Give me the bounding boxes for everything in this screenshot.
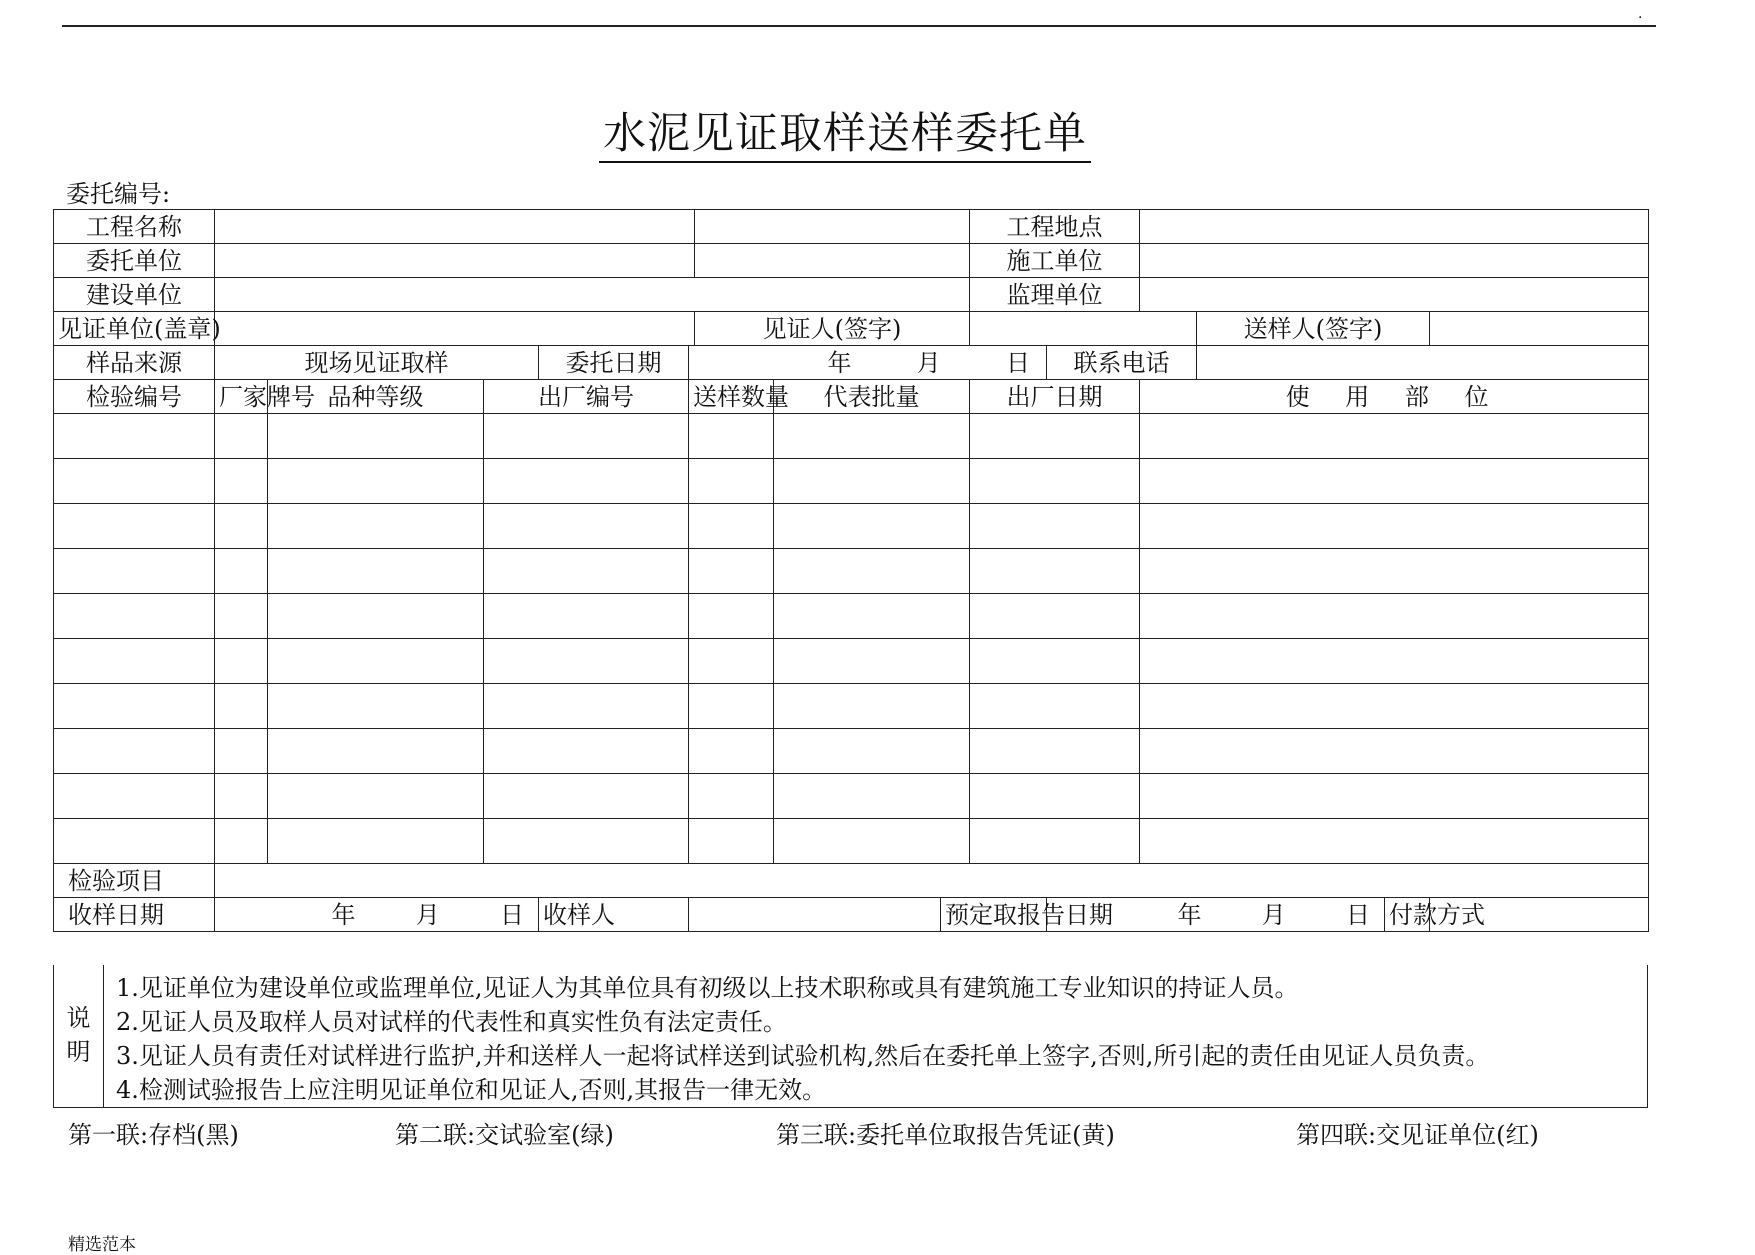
row-project-name <box>54 210 1649 244</box>
table-cell[interactable] <box>215 414 268 459</box>
field-commission-date[interactable] <box>689 346 1047 380</box>
table-cell[interactable] <box>484 549 689 594</box>
table-cell[interactable] <box>774 414 970 459</box>
table-cell[interactable] <box>54 504 215 549</box>
table-cell[interactable] <box>970 639 1140 684</box>
label-commission-date: 委托日期 <box>539 346 689 380</box>
note-line-2: 2.见证人员及取样人员对试样的代表性和真实性负有法定责任。 <box>116 1008 787 1036</box>
table-cell[interactable] <box>215 774 268 819</box>
sample-rows <box>54 414 1649 864</box>
notes-section <box>53 965 1648 1108</box>
table-cell[interactable] <box>1140 594 1649 639</box>
watermark-text: 精选范本 <box>68 1235 136 1255</box>
label-payment: 付款方式 <box>1385 898 1430 932</box>
col-header-brand: 厂家牌号 <box>215 380 268 414</box>
table-cell[interactable] <box>54 684 215 729</box>
page-title: 水泥见证取样送样委托单 <box>599 109 1091 163</box>
label-contact-phone: 联系电话 <box>1047 346 1197 380</box>
table-cell[interactable] <box>774 594 970 639</box>
table-cell[interactable] <box>1140 684 1649 729</box>
column-header-row <box>54 380 1649 414</box>
field-test-items[interactable] <box>215 864 1649 898</box>
table-cell[interactable] <box>484 729 689 774</box>
table-cell[interactable] <box>774 504 970 549</box>
label-project-name: 工程名称 <box>54 210 215 244</box>
table-cell[interactable] <box>268 774 484 819</box>
label-witness-unit: 见证单位(盖章) <box>54 312 215 346</box>
table-cell[interactable] <box>215 684 268 729</box>
header-rule <box>62 25 1656 27</box>
table-cell[interactable] <box>689 639 774 684</box>
table-cell[interactable] <box>1140 819 1649 864</box>
footer-copy-4: 第四联:交见证单位(红) <box>1296 1121 1539 1149</box>
value-sample-source: 现场见证取样 <box>215 346 539 380</box>
table-cell[interactable] <box>484 639 689 684</box>
table-row <box>54 594 1649 639</box>
table-row <box>54 819 1649 864</box>
table-cell[interactable] <box>54 414 215 459</box>
field-receiver[interactable] <box>689 898 941 932</box>
commission-number-label: 委托编号: <box>66 180 171 208</box>
row-client-unit <box>54 244 1649 278</box>
table-cell[interactable] <box>1140 504 1649 549</box>
table-cell[interactable] <box>1140 639 1649 684</box>
label-receive-date: 收样日期 <box>54 898 215 932</box>
receive-date-year: 年 <box>331 900 356 929</box>
table-cell[interactable] <box>215 594 268 639</box>
field-witness-unit[interactable] <box>215 312 695 346</box>
table-cell[interactable] <box>970 594 1140 639</box>
report-date-month: 月 <box>1261 900 1286 929</box>
table-cell[interactable] <box>1140 549 1649 594</box>
notes-side-label <box>54 965 104 1107</box>
table-cell[interactable] <box>484 774 689 819</box>
table-cell[interactable] <box>970 729 1140 774</box>
row-test-items <box>54 864 1649 898</box>
label-report-date: 预定取报告日期 <box>941 898 1047 932</box>
table-row <box>54 549 1649 594</box>
table-cell[interactable] <box>54 594 215 639</box>
table-cell[interactable] <box>774 684 970 729</box>
col-header-batch: 代表批量 <box>774 380 970 414</box>
label-receiver: 收样人 <box>539 898 689 932</box>
table-cell[interactable] <box>215 549 268 594</box>
table-cell[interactable] <box>689 504 774 549</box>
table-cell[interactable] <box>268 684 484 729</box>
field-client-unit[interactable] <box>215 244 695 278</box>
label-sender: 送样人(签字) <box>1197 312 1430 346</box>
table-cell[interactable] <box>1140 774 1649 819</box>
label-construction-unit: 施工单位 <box>970 244 1140 278</box>
label-client-unit: 委托单位 <box>54 244 215 278</box>
table-cell[interactable] <box>970 459 1140 504</box>
table-row <box>54 414 1649 459</box>
field-receive-date[interactable] <box>215 898 539 932</box>
table-cell[interactable] <box>54 639 215 684</box>
table-cell[interactable] <box>1140 729 1649 774</box>
commission-date-year: 年 <box>827 348 852 377</box>
table-cell[interactable] <box>689 414 774 459</box>
table-row <box>54 459 1649 504</box>
table-cell[interactable] <box>484 819 689 864</box>
table-cell[interactable] <box>215 729 268 774</box>
table-cell[interactable] <box>774 774 970 819</box>
table-cell[interactable] <box>268 459 484 504</box>
col-header-factory-date: 出厂日期 <box>970 380 1140 414</box>
table-cell[interactable] <box>970 684 1140 729</box>
table-row <box>54 639 1649 684</box>
table-cell[interactable] <box>689 549 774 594</box>
label-project-location: 工程地点 <box>970 210 1140 244</box>
table-row <box>54 504 1649 549</box>
field-sender[interactable] <box>1430 312 1649 346</box>
field-project-location[interactable] <box>1140 210 1649 244</box>
page-title-wrap <box>0 100 1690 161</box>
row-receive <box>54 898 1649 932</box>
table-cell[interactable] <box>689 774 774 819</box>
table-cell[interactable] <box>54 729 215 774</box>
note-line-4: 4.检测试验报告上应注明见证单位和见证人,否则,其报告一律无效。 <box>116 1076 827 1104</box>
table-cell[interactable] <box>689 819 774 864</box>
table-cell[interactable] <box>215 504 268 549</box>
table-cell[interactable] <box>970 819 1140 864</box>
col-header-test-no: 检验编号 <box>54 380 215 414</box>
table-cell[interactable] <box>689 684 774 729</box>
table-cell[interactable] <box>1140 459 1649 504</box>
field-project-name[interactable] <box>215 210 695 244</box>
label-supervision-unit: 监理单位 <box>970 278 1140 312</box>
table-cell[interactable] <box>774 819 970 864</box>
table-cell[interactable] <box>268 414 484 459</box>
table-cell[interactable] <box>54 459 215 504</box>
table-cell[interactable] <box>215 819 268 864</box>
table-cell[interactable] <box>970 414 1140 459</box>
table-cell[interactable] <box>689 594 774 639</box>
field-contact-phone[interactable] <box>1197 346 1649 380</box>
report-date-day: 日 <box>1346 900 1371 929</box>
footer-copy-2: 第二联:交试验室(绿) <box>395 1121 614 1149</box>
field-builder-unit[interactable] <box>215 278 970 312</box>
table-cell[interactable] <box>54 774 215 819</box>
row-sample-source <box>54 346 1649 380</box>
receive-date-month: 月 <box>415 900 440 929</box>
report-date-year: 年 <box>1177 900 1202 929</box>
table-cell[interactable] <box>484 414 689 459</box>
table-cell[interactable] <box>970 774 1140 819</box>
table-cell[interactable] <box>484 459 689 504</box>
field-client-unit-extra[interactable] <box>695 244 970 278</box>
label-builder-unit: 建设单位 <box>54 278 215 312</box>
field-witness-person[interactable] <box>970 312 1197 346</box>
note-line-1: 1.见证单位为建设单位或监理单位,见证人为其单位具有初级以上技术职称或具有建筑施工专业知识的持证人员。 <box>116 974 1299 1002</box>
table-cell[interactable] <box>1140 414 1649 459</box>
table-cell[interactable] <box>970 504 1140 549</box>
table-cell[interactable] <box>268 639 484 684</box>
note-line-3: 3.见证人员有责任对试样进行监护,并和送样人一起将试样送到试验机构,然后在委托单上签字,否则,所引起的责任由见证人员负责。 <box>116 1042 1490 1070</box>
table-cell[interactable] <box>774 549 970 594</box>
notes-side-char-2: 明 <box>66 1038 91 1066</box>
table-cell[interactable] <box>774 729 970 774</box>
table-cell[interactable] <box>689 729 774 774</box>
commission-date-day: 日 <box>1006 348 1031 377</box>
table-cell[interactable] <box>215 639 268 684</box>
table-cell[interactable] <box>54 549 215 594</box>
table-cell[interactable] <box>268 729 484 774</box>
col-header-grade: 品种等级 <box>268 380 484 414</box>
table-cell[interactable] <box>268 504 484 549</box>
table-cell[interactable] <box>689 459 774 504</box>
table-cell[interactable] <box>268 819 484 864</box>
col-header-factory-no: 出厂编号 <box>484 380 689 414</box>
notes-lines <box>116 971 1489 1107</box>
label-sample-source: 样品来源 <box>54 346 215 380</box>
table-cell[interactable] <box>774 459 970 504</box>
row-builder-unit <box>54 278 1649 312</box>
field-project-name-extra[interactable] <box>695 210 970 244</box>
label-test-items: 检验项目 <box>54 864 215 898</box>
table-row <box>54 684 1649 729</box>
notes-side-char-1: 说 <box>66 1004 91 1033</box>
table-cell[interactable] <box>268 549 484 594</box>
header-dot: . <box>1638 6 1643 22</box>
table-row <box>54 774 1649 819</box>
table-cell[interactable] <box>774 639 970 684</box>
field-construction-unit[interactable] <box>1140 244 1649 278</box>
receive-date-day: 日 <box>500 900 524 929</box>
table-cell[interactable] <box>484 684 689 729</box>
commission-form-table <box>53 209 1649 932</box>
field-supervision-unit[interactable] <box>1140 278 1649 312</box>
table-cell[interactable] <box>484 504 689 549</box>
table-row <box>54 729 1649 774</box>
col-header-usage-location: 使 用 部 位 <box>1140 380 1649 414</box>
table-cell[interactable] <box>54 819 215 864</box>
footer-copy-1: 第一联:存档(黑) <box>68 1121 239 1149</box>
label-witness-person: 见证人(签字) <box>695 312 970 346</box>
table-cell[interactable] <box>215 459 268 504</box>
commission-date-month: 月 <box>916 348 941 377</box>
table-cell[interactable] <box>268 594 484 639</box>
col-header-quantity: 送样数量 <box>689 380 774 414</box>
row-witness <box>54 312 1649 346</box>
table-cell[interactable] <box>484 594 689 639</box>
footer-copy-3: 第三联:委托单位取报告凭证(黄) <box>776 1121 1115 1149</box>
table-cell[interactable] <box>970 549 1140 594</box>
